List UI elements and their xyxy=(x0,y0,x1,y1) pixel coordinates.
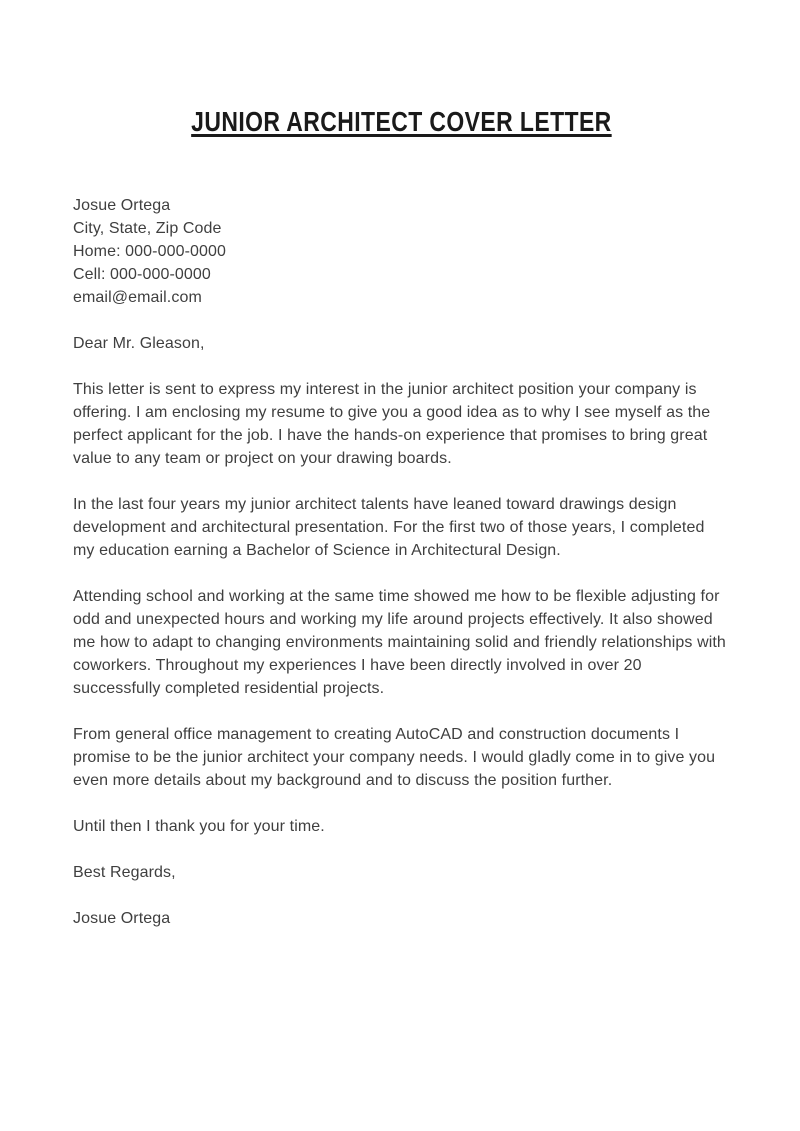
letter-paragraph-3: Attending school and working at the same time showed me how to be flexible adjusting for odd and unexpected hours and working my life around projects effectively. It also showed me how to adapt to changing environments maintaining solid and friendly relationships with coworkers. Throughout my experiences I have been directly involved in over 20 successfully completed residential projects. xyxy=(73,587,726,697)
contact-cell-phone: Cell: 000-000-0000 xyxy=(73,265,211,283)
contact-name: Josue Ortega xyxy=(73,196,171,214)
contact-email: email@email.com xyxy=(73,288,202,306)
contact-home-phone: Home: 000-000-0000 xyxy=(73,242,227,260)
letter-paragraph-1: This letter is sent to express my interest in the junior architect position your company is offering. I am enclosing my resume to give you a good idea as to why I see myself as the perfect applicant for the job. I have the hands-on experience that promises to bring great value to any team or project on your drawing boards. xyxy=(73,380,711,467)
title-row xyxy=(73,88,730,156)
letter-paragraph-2: In the last four years my junior architect talents have leaned toward drawings design development and architectural presentation. For the first two of those years, I completed my education earning a Bachelor of Science in Architectural Design. xyxy=(73,495,705,559)
salutation: Dear Mr. Gleason, xyxy=(73,334,205,352)
letter-paragraph-5: Until then I thank you for your time. xyxy=(73,817,325,835)
contact-block xyxy=(73,194,730,309)
signature: Josue Ortega xyxy=(73,909,171,927)
document-title: JUNIOR ARCHITECT COVER LETTER xyxy=(191,105,612,137)
letter-paragraph-4: From general office management to creating AutoCAD and construction documents I promise to be the junior architect your company needs. I would gladly come in to give you even more details about my background and to discuss the position further. xyxy=(73,725,716,789)
contact-address: City, State, Zip Code xyxy=(73,219,222,237)
closing: Best Regards, xyxy=(73,863,176,881)
